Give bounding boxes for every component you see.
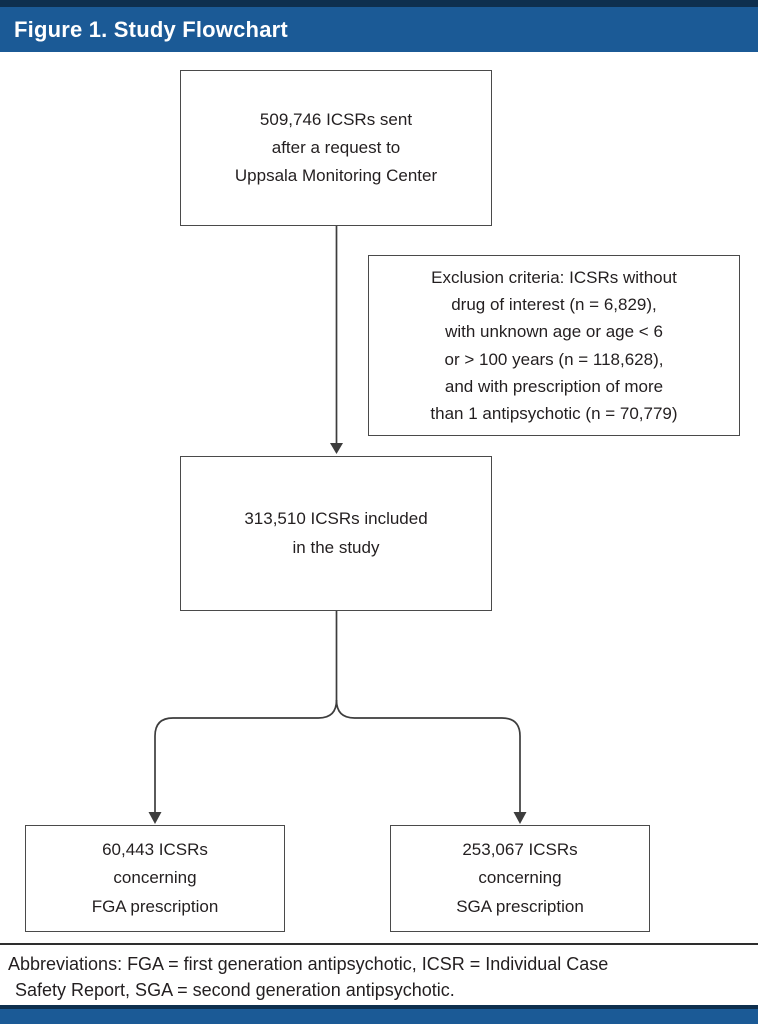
fga-box-line: 60,443 ICSRs [102,840,208,860]
abbreviations-line: Abbreviations: FGA = first generation antipsychotic, ICSR = Individual Case [8,954,609,974]
arrowhead-fga-icon [149,812,162,824]
bottom-bar [0,1009,758,1024]
source-box [180,70,492,226]
sga-box-line: concerning [478,868,562,888]
fga-box-line: FGA prescription [91,896,219,916]
footnote-divider [0,943,758,945]
branch-line-right [337,700,521,813]
fga-box-line: concerning [113,868,197,888]
fga-box [25,825,285,932]
top-accent-strip [0,0,758,7]
sga-box [390,825,650,932]
exclusion-criteria-box [368,255,740,436]
source-box-line: after a request to [271,137,401,157]
branch-line-left [155,700,337,813]
sga-box-line: SGA prescription [456,896,584,916]
abbreviations-note [8,951,750,1003]
included-box [180,456,492,611]
arrowhead-sga-icon [514,812,527,824]
exclusion-box-line: drug of interest (n = 6,829), [451,295,657,315]
exclusion-box-line: Exclusion criteria: ICSRs without [431,267,677,287]
abbreviations-line: Safety Report, SGA = second generation antipsychotic. [15,980,455,1001]
arrowhead-included-icon [330,443,343,454]
included-box-line: 313,510 ICSRs included [244,509,428,529]
figure-title: Figure 1. Study Flowchart [14,16,288,42]
source-box-line: Uppsala Monitoring Center [234,166,438,186]
figure-header [0,7,758,52]
exclusion-box-line: than 1 antipsychotic (n = 70,779) [430,403,678,423]
exclusion-box-line: with unknown age or age < 6 [445,322,663,342]
sga-box-line: 253,067 ICSRs [462,840,578,860]
source-box-line: 509,746 ICSRs sent [259,109,413,129]
included-box-line: in the study [292,537,380,557]
exclusion-box-line: and with prescription of more [444,376,664,396]
exclusion-box-line: or > 100 years (n = 118,628), [444,349,664,369]
